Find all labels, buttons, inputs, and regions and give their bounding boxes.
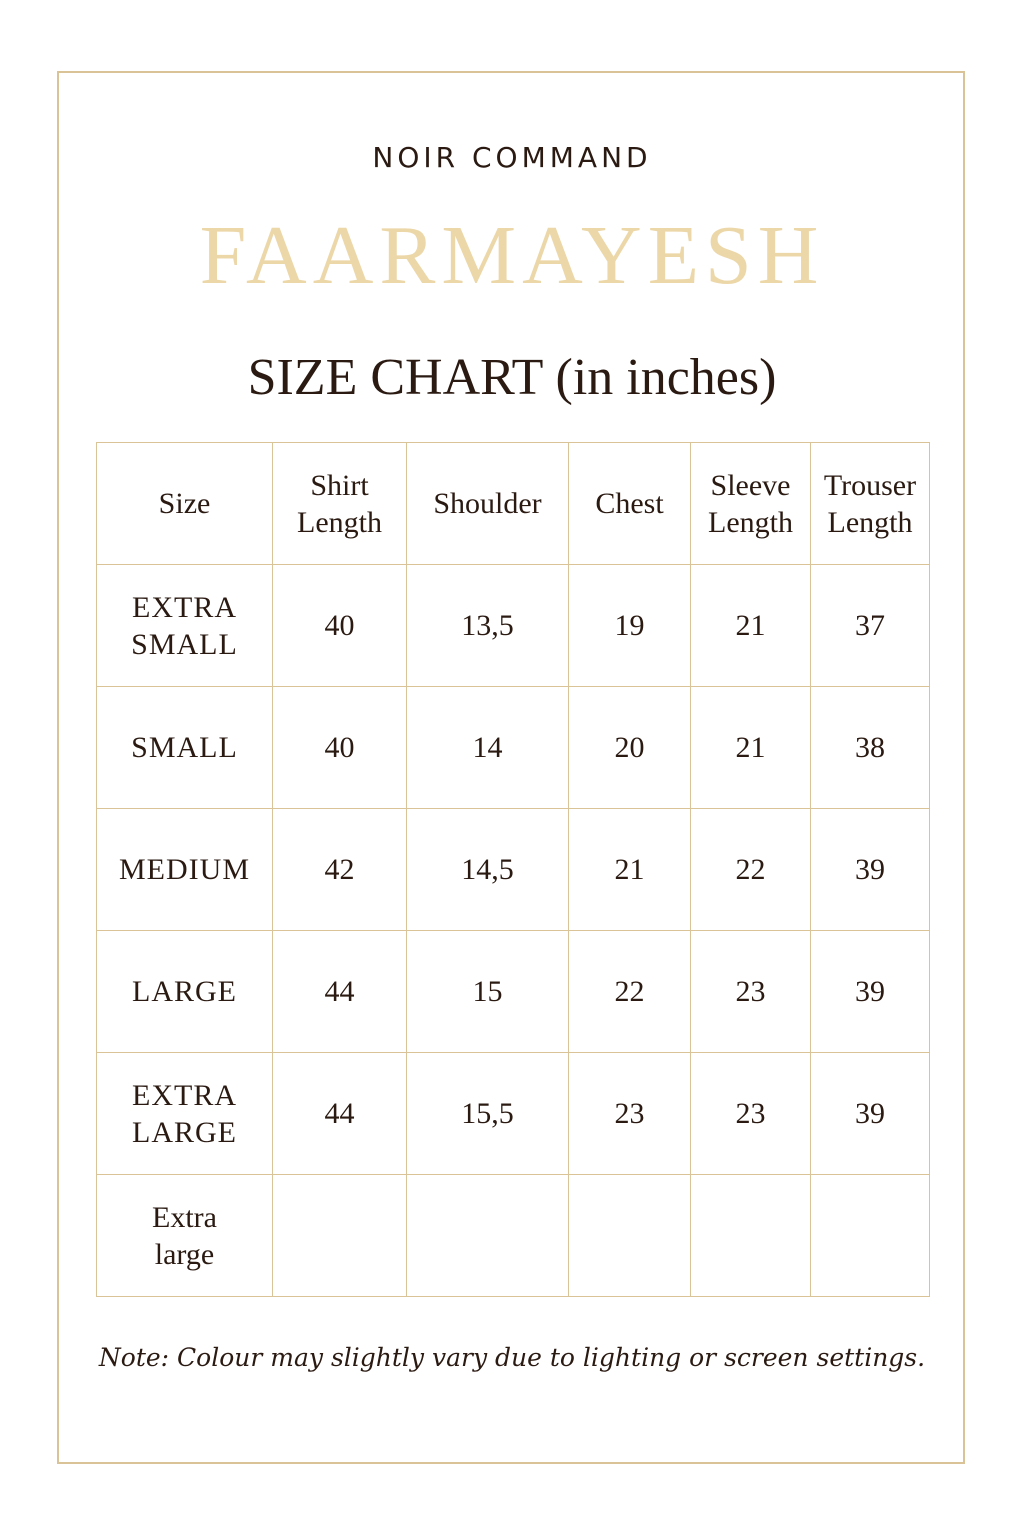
- shoulder-cell: 14: [407, 687, 569, 809]
- size-label: SMALL: [97, 687, 273, 809]
- table-row: [97, 1053, 930, 1175]
- header-sleeve-length: Sleeve Length: [691, 443, 811, 565]
- size-label: LARGE: [97, 931, 273, 1053]
- page-title: SIZE CHART (in inches): [247, 349, 777, 406]
- sleeve-length-cell: 22: [691, 809, 811, 931]
- size-label: EXTRA SMALL: [97, 565, 273, 687]
- sleeve-length-cell: 23: [691, 1053, 811, 1175]
- trouser-length-cell: 37: [811, 565, 930, 687]
- chest-cell: 19: [569, 565, 691, 687]
- colour-note: Note: Colour may slightly vary due to lighting or screen settings.: [98, 1343, 926, 1372]
- shirt-length-cell: 40: [273, 687, 407, 809]
- trouser-length-cell: [811, 1175, 930, 1297]
- table-row: [97, 687, 930, 809]
- brand-name: NOIR COMMAND: [372, 141, 652, 174]
- shirt-length-cell: 44: [273, 931, 407, 1053]
- header-trouser-length: Trouser Length: [811, 443, 930, 565]
- header-size: Size: [97, 443, 273, 565]
- sleeve-length-cell: 21: [691, 687, 811, 809]
- shoulder-cell: 14,5: [407, 809, 569, 931]
- shoulder-cell: 15: [407, 931, 569, 1053]
- chest-cell: [569, 1175, 691, 1297]
- size-label: Extra large: [97, 1175, 273, 1297]
- size-label: MEDIUM: [97, 809, 273, 931]
- chest-cell: 23: [569, 1053, 691, 1175]
- trouser-length-cell: 39: [811, 1053, 930, 1175]
- chest-cell: 21: [569, 809, 691, 931]
- trouser-length-cell: 38: [811, 687, 930, 809]
- table-row: [97, 931, 930, 1053]
- shirt-length-cell: 40: [273, 565, 407, 687]
- table-row: [97, 565, 930, 687]
- logo-wordmark: FAARMAYESH: [199, 209, 825, 302]
- chest-cell: 20: [569, 687, 691, 809]
- trouser-length-cell: 39: [811, 931, 930, 1053]
- trouser-length-cell: 39: [811, 809, 930, 931]
- shoulder-cell: 13,5: [407, 565, 569, 687]
- shirt-length-cell: 42: [273, 809, 407, 931]
- table-row: [97, 1175, 930, 1297]
- sleeve-length-cell: 23: [691, 931, 811, 1053]
- header-shoulder: Shoulder: [407, 443, 569, 565]
- sleeve-length-cell: [691, 1175, 811, 1297]
- chest-cell: 22: [569, 931, 691, 1053]
- shoulder-cell: 15,5: [407, 1053, 569, 1175]
- shoulder-cell: [407, 1175, 569, 1297]
- table-row: [97, 809, 930, 931]
- size-label: EXTRA LARGE: [97, 1053, 273, 1175]
- shirt-length-cell: 44: [273, 1053, 407, 1175]
- shirt-length-cell: [273, 1175, 407, 1297]
- size-chart-table: [96, 442, 930, 1297]
- header-row: [97, 443, 930, 565]
- sleeve-length-cell: 21: [691, 565, 811, 687]
- header-shirt-length: Shirt Length: [273, 443, 407, 565]
- header-chest: Chest: [569, 443, 691, 565]
